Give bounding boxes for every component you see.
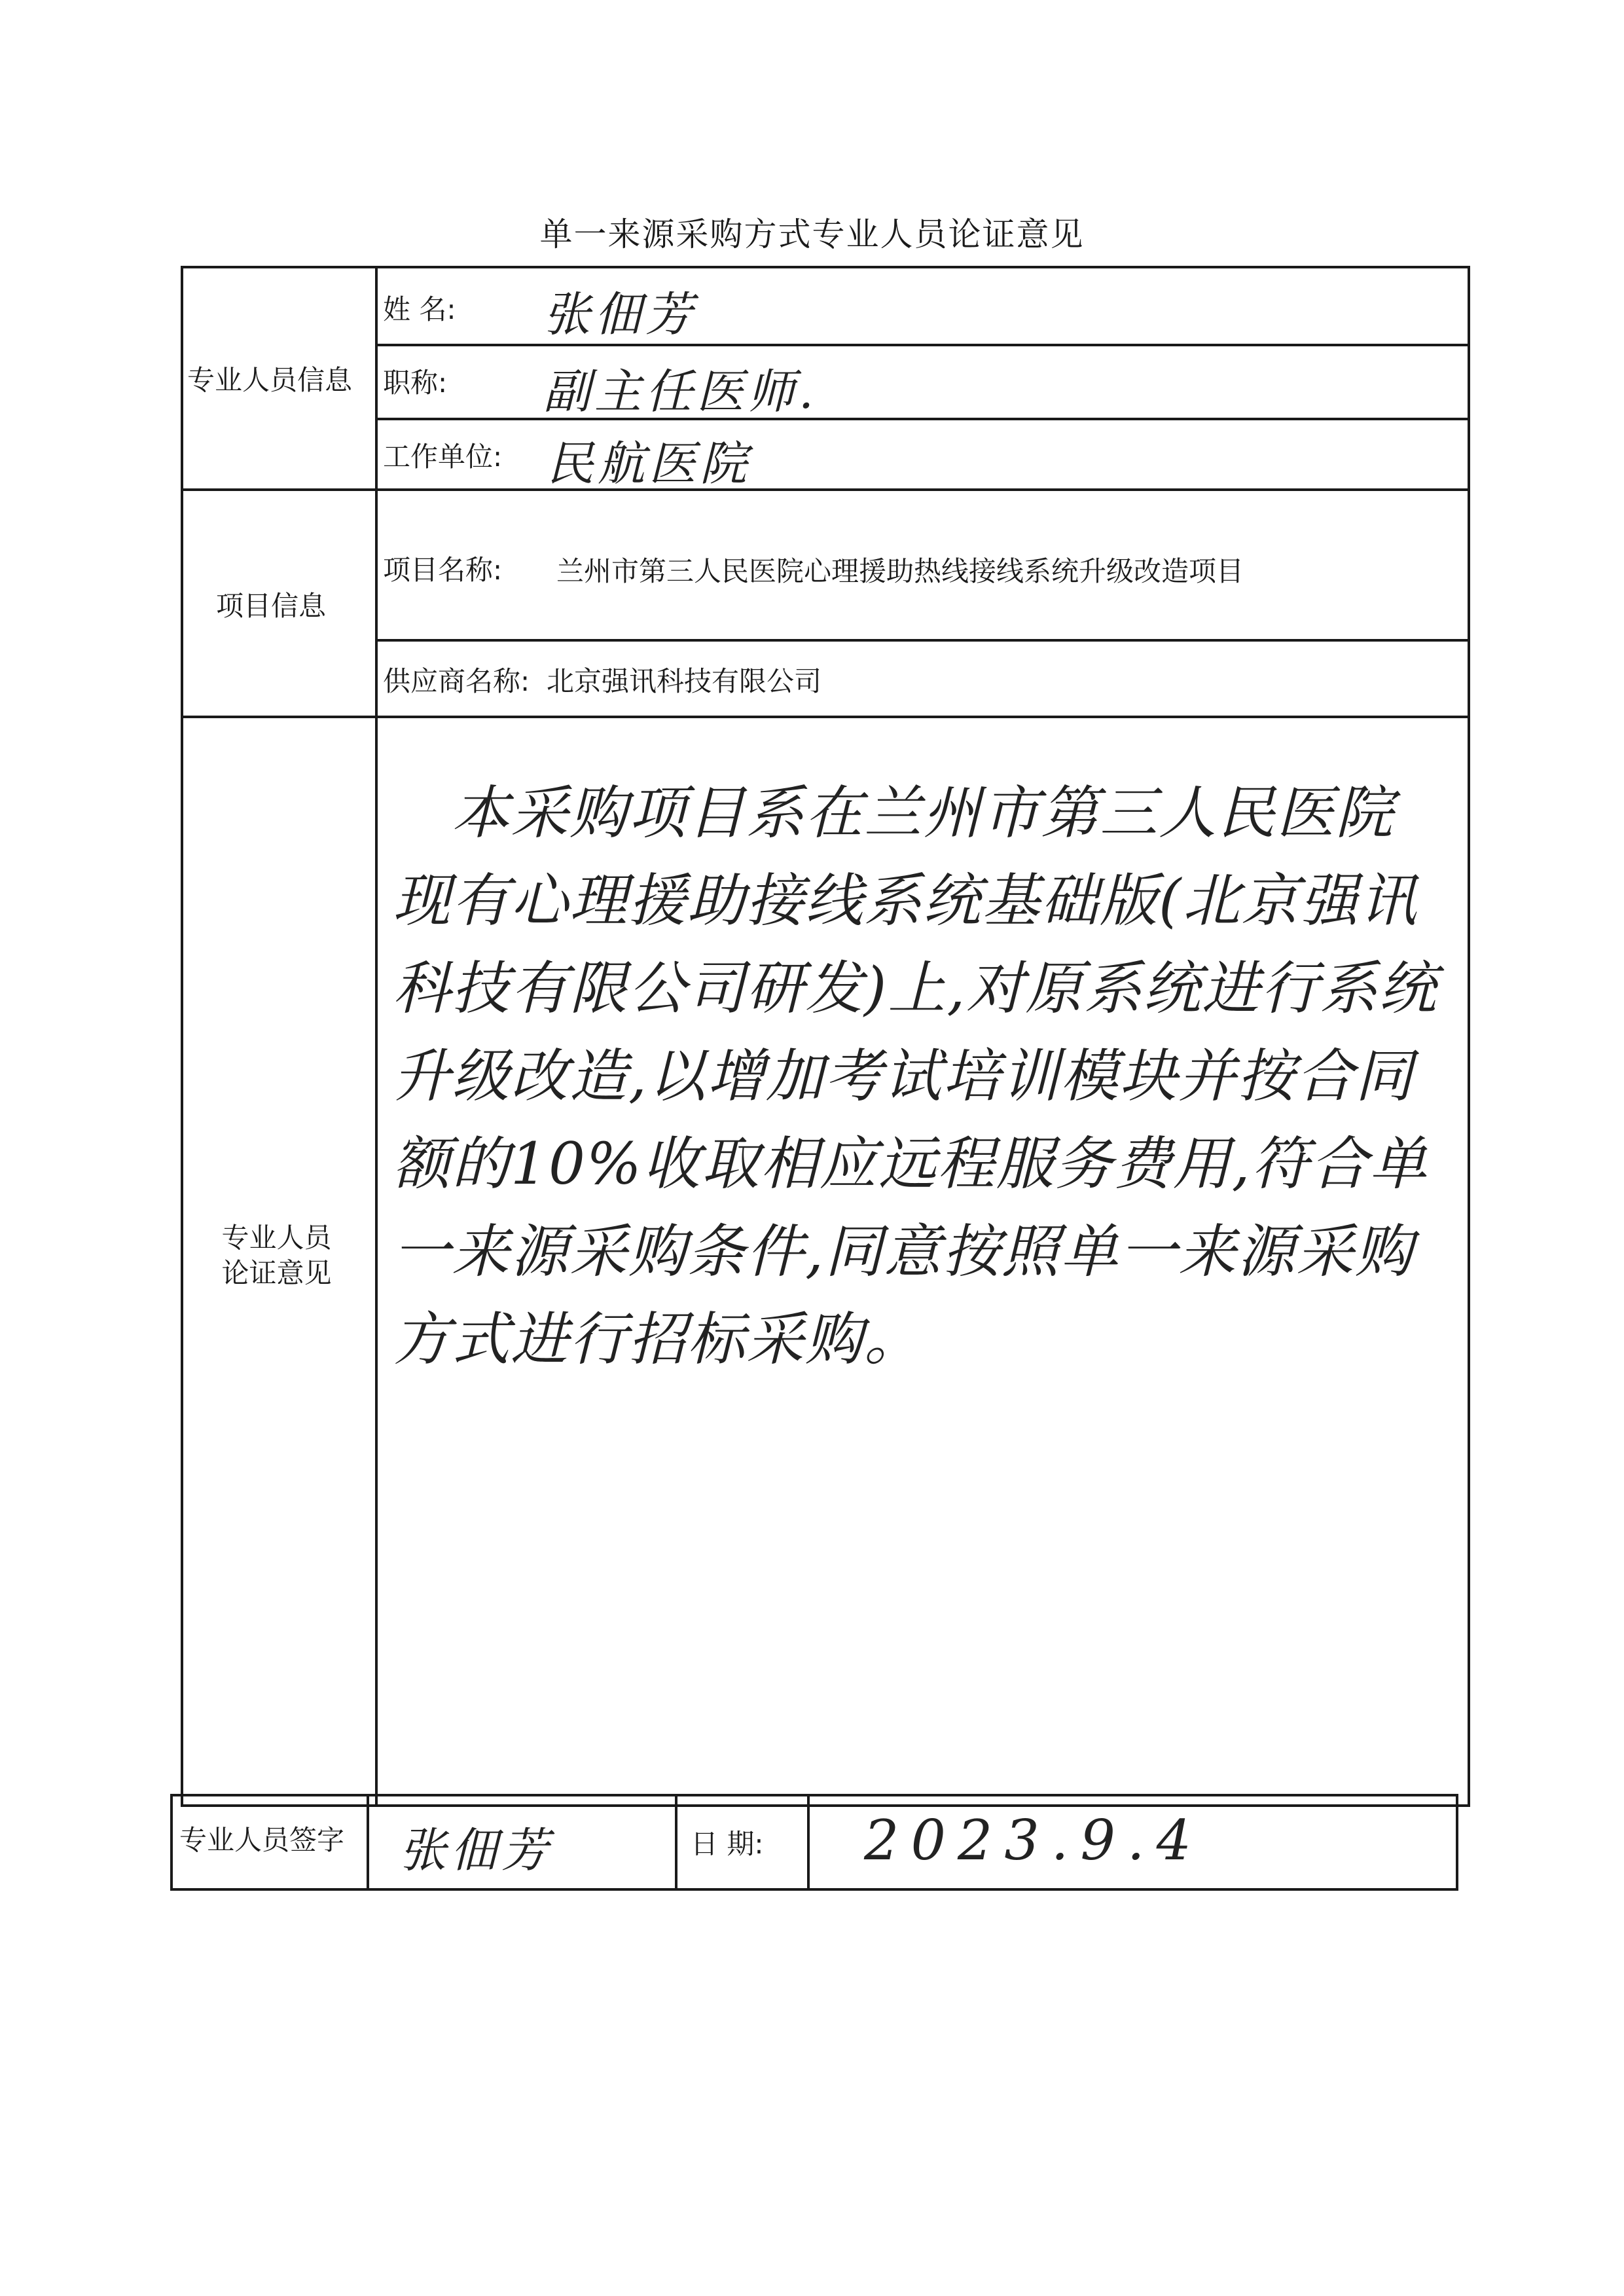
project-info-section-label: 项目信息 bbox=[216, 590, 327, 622]
signature-handwritten: 张佃芳 bbox=[399, 1823, 553, 1878]
project-name-label: 项目名称: bbox=[383, 554, 503, 586]
date-label: 日 期: bbox=[691, 1828, 764, 1860]
title-label: 职称: bbox=[383, 367, 448, 399]
work-unit-handwritten-value: 民航医院 bbox=[547, 436, 751, 491]
opinion-section-label-line2: 论证意见 bbox=[221, 1257, 332, 1289]
name-label: 姓 名: bbox=[383, 293, 456, 325]
supplier-label: 供应商名称: bbox=[383, 665, 530, 697]
signature-label: 专业人员签字 bbox=[179, 1824, 345, 1856]
opinion-handwritten-text: 本采购项目系在兰州市第三人民医院现有心理援助接线系统基础版(北京强讯科技有限公司研发)上,对原系统进行系统升级改造,以增加考试培训模块并按合同额的10%收取相应远程服务费用,符合单一来源采购条件,同意按照单一来源采购方式进行招标采购。 bbox=[393, 779, 1438, 1373]
form-title: 单一来源采购方式专业人员论证意见 bbox=[539, 215, 1085, 253]
project-name-value: 兰州市第三人民医院心理援助热线接线系统升级改造项目 bbox=[556, 555, 1244, 587]
title-handwritten-value: 副主任医师. bbox=[543, 364, 818, 419]
expert-info-section-label: 专业人员信息 bbox=[187, 364, 353, 396]
date-handwritten-value: 2023.9.4 bbox=[864, 1808, 1204, 1872]
work-unit-label: 工作单位: bbox=[383, 441, 503, 473]
supplier-value: 北京强讯科技有限公司 bbox=[547, 665, 822, 697]
opinion-section-label-line1: 专业人员 bbox=[221, 1222, 332, 1254]
name-handwritten-value: 张佃芳 bbox=[543, 287, 697, 342]
